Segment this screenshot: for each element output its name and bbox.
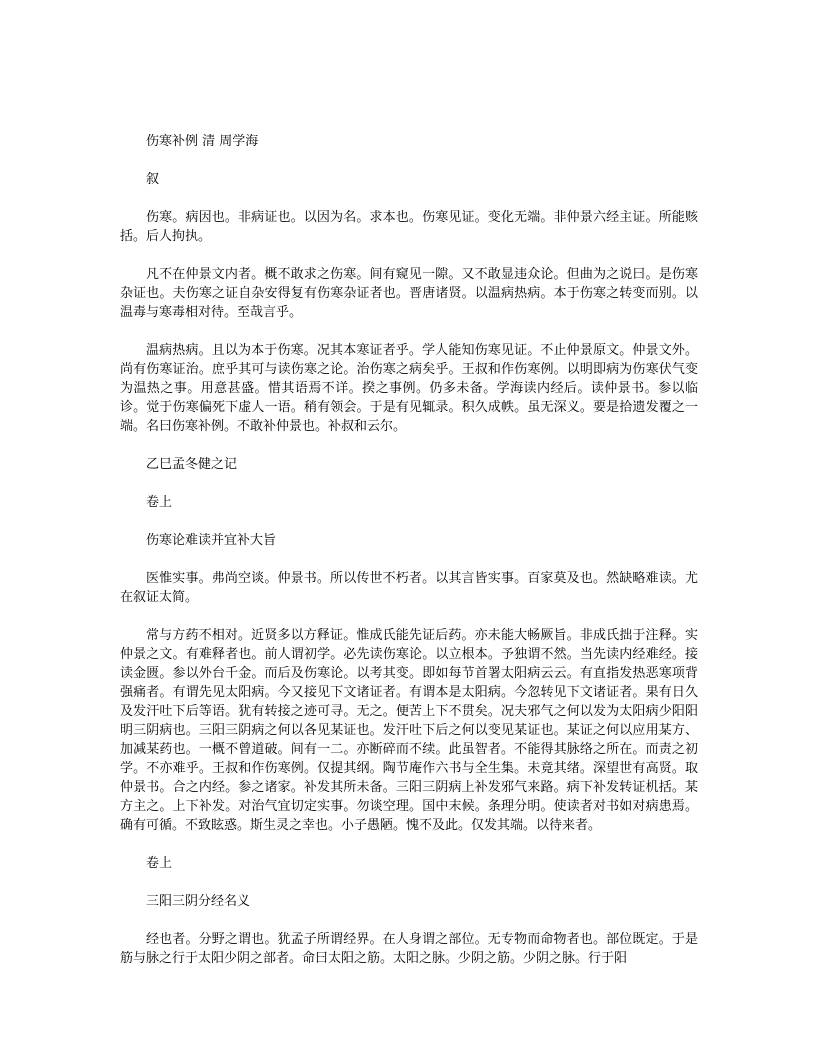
section-heading-preface: 叙 <box>146 172 160 187</box>
chapter-heading: 三阳三阴分经名义 <box>146 894 251 909</box>
paragraph: 常与方药不相对。近贤多以方释证。惟成氏能先证后药。亦未能大畅厥旨。非成氏拙于注释。实仲景之文。有难释者也。前人谓初学。必先读伤寒论。以立根本。予独谓不然。当先读内经难经。接读金匮。参以外台千金。而后及伤寒论。以考其变。即如每节首署太阳病云云。有直指发热恶寒项背强痛者。有谓先见太阳病。今又接见下文诸证者。有谓本是太阳病。今忽转见下文诸证者。果有日久及发汗吐下后等语。犹有转接之迹可寻。无之。便苦上下不贯矣。况夫邪气之何以发为太阳病少阳阳明三阴病也。三阳三阴病之何以各见某证也。发汗吐下后之何以变见某证也。某证之何以应用某方、加减某药也。一概不曾道破。间有一二。亦断碎而不续。此虽智者。不能得其脉络之所在。而责之初学。不亦难乎。王叔和作伤寒例。仅提其纲。陶节庵作六书与全生集。未竟其绪。深望世有高贤。取仲景书。合之内经。参之诸家。补发其所未备。三阳三阴病上补发邪气来路。病下补发转证机括。某方主之。上下补发。对治气宜切定实事。勿谈空理。国中末候。条理分明。使读者对书如对病患焉。确有可循。不致眩惑。斯生灵之幸也。小子愚陋。愧不及此。仅发其端。以待来者。 <box>120 628 698 833</box>
paragraph: 伤寒。病因也。非病证也。以因为名。求本也。伤寒见证。变化无端。非仲景六经主证。所能赅括。后人拘执。 <box>120 210 698 244</box>
paragraph: 医惟实事。弗尚空谈。仲景书。所以传世不朽者。以其言皆实事。百家莫及也。然缺略难读。尤在叙证太简。 <box>120 571 698 605</box>
chapter-heading: 伤寒论难读并宜补大旨 <box>146 533 277 548</box>
paragraph: 凡不在仲景文内者。概不敢求之伤寒。间有窥见一隙。又不敢显违众论。但曲为之说曰。是伤寒杂证也。夫伤寒之证自杂安得复有伤寒杂证者也。晋唐诸贤。以温病热病。本于伤寒之转变而别。以温毒与寒毒相对待。至哉言乎。 <box>120 267 698 320</box>
paragraph: 温病热病。且以为本于伤寒。况其本寒证者乎。学人能知伤寒见证。不止仲景原文。仲景文外。尚有伤寒证治。庶乎其可与读伤寒之论。治伤寒之病矣乎。王叔和作伤寒例。以明即病为伤寒伏气变为温热之事。用意甚盛。惜其语焉不详。揆之事例。仍多未备。学海读内经后。读仲景书。参以临诊。觉于伤寒偏死下虚人一语。稍有领会。于是有见辄录。积久成帙。虽无深义。要是拾遗发覆之一端。名曰伤寒补例。不敢补仲景也。补叔和云尔。 <box>120 343 698 434</box>
document-page <box>120 132 698 987</box>
volume-heading: 卷上 <box>146 495 173 510</box>
preface-signature: 乙巳孟冬健之记 <box>146 457 238 472</box>
document-title: 伤寒补例 清 周学海 <box>146 134 259 149</box>
volume-heading: 卷上 <box>146 856 173 871</box>
paragraph: 经也者。分野之谓也。犹孟子所谓经界。在人身谓之部位。无专物而命物者也。部位既定。于是筋与脉之行于太阳少阴之部者。命曰太阳之筋。太阳之脉。少阴之筋。少阴之脉。行于阳 <box>120 932 698 966</box>
